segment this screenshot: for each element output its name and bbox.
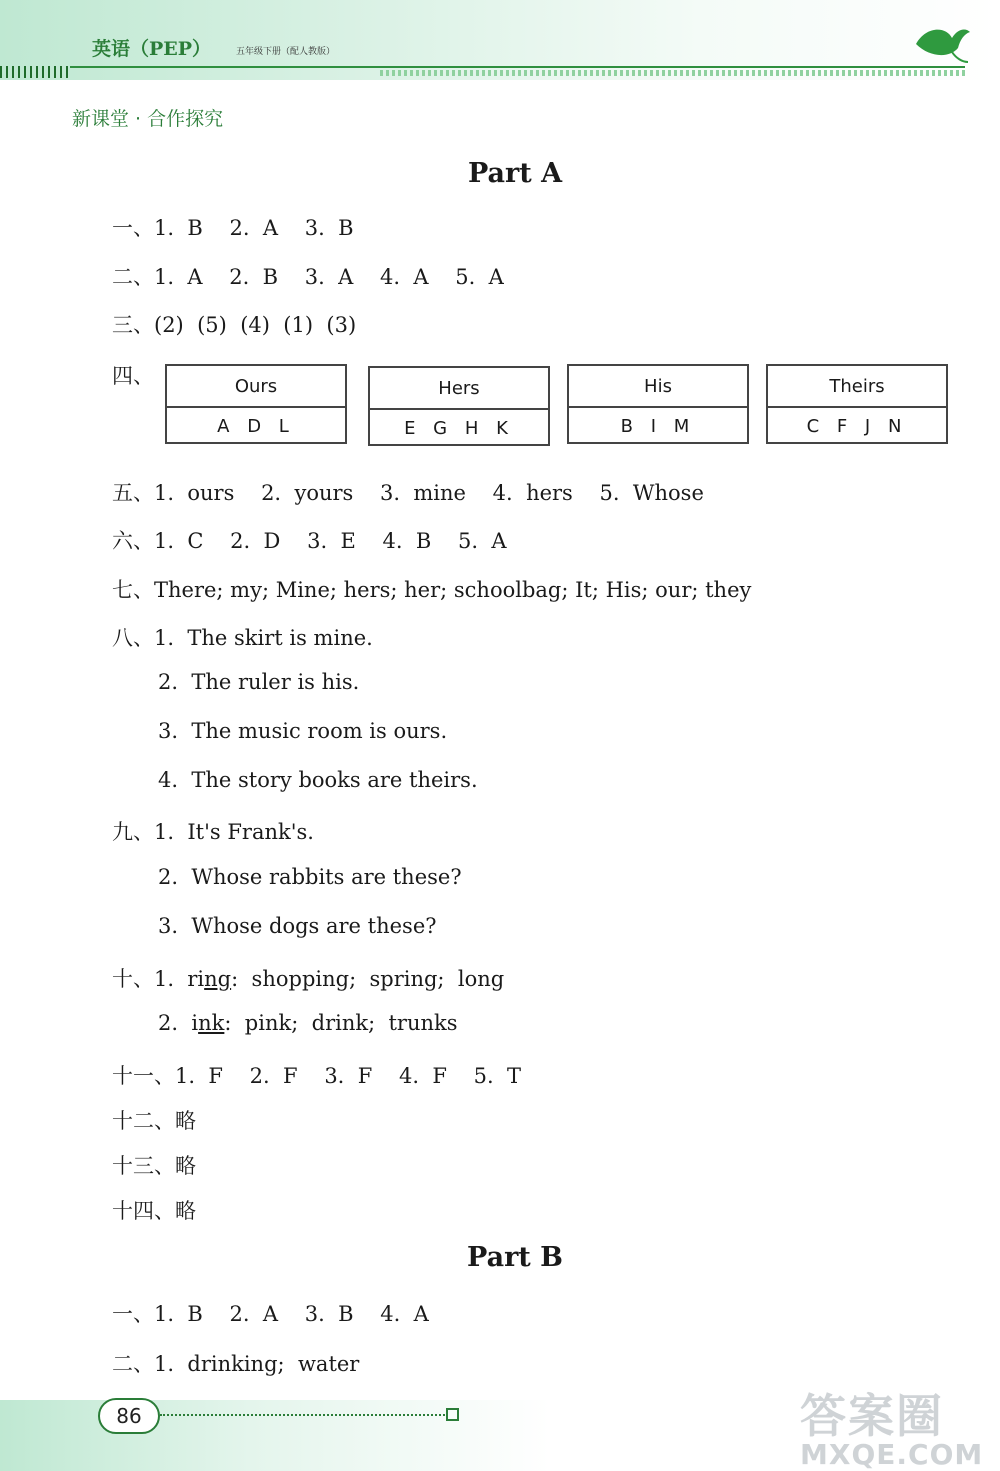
part-b-title: Part B <box>467 1242 563 1273</box>
book-title: 英语（PEP） <box>92 38 212 60</box>
box-letters: B I M <box>620 415 696 437</box>
footer-square-icon <box>446 1408 459 1421</box>
answer-row-14: 十四、略 <box>112 1199 196 1223</box>
page-number: 86 <box>98 1398 160 1434</box>
box-letters: C F J N <box>806 415 908 437</box>
section-label: 新课堂 · 合作探究 <box>72 108 224 130</box>
box-letters: A D L <box>217 415 295 437</box>
answer-row-12: 十二、略 <box>112 1109 196 1133</box>
answer-row-8-1: 八、1. The skirt is mine. <box>112 626 373 650</box>
answer-row-10-1 <box>112 963 504 993</box>
box-heading: Theirs <box>768 366 946 408</box>
watermark <box>800 1380 983 1471</box>
answer-row-1: 一、1. B 2. A 3. B <box>112 216 354 240</box>
answer-row-9-3: 3. Whose dogs are these? <box>158 914 437 938</box>
header-ticks <box>0 66 68 78</box>
watermark-line-2: MXQE.COM <box>800 1438 984 1471</box>
pronoun-box-his <box>567 364 749 444</box>
answer-row-5: 五、1. ours 2. yours 3. mine 4. hers 5. Whose <box>112 481 704 505</box>
part-b-row-1: 一、1. B 2. A 3. B 4. A <box>112 1302 429 1326</box>
box-letters: E G H K <box>404 417 514 439</box>
header-dotted-rule <box>380 70 965 76</box>
answer-row-8-2: 2. The ruler is his. <box>158 670 360 694</box>
row-rest: : pink; drink; trunks <box>224 1011 458 1035</box>
box-heading: His <box>569 366 747 408</box>
answer-row-11: 十一、1. F 2. F 3. F 4. F 5. T <box>112 1064 522 1088</box>
answer-row-9-1: 九、1. It's Frank's. <box>112 820 314 844</box>
row-prefix: 2. i <box>158 1011 199 1035</box>
pronoun-box-ours <box>165 364 347 444</box>
part-a-title: Part A <box>467 158 563 189</box>
answer-row-3: 三、(2) (5) (4) (1) (3) <box>112 313 357 337</box>
underlined-letters: ng <box>204 967 232 991</box>
answer-row-6: 六、1. C 2. D 3. E 4. B 5. A <box>112 529 507 553</box>
row-rest: : shopping; spring; long <box>231 967 505 991</box>
book-subtitle: 五年级下册（配人教版） <box>236 47 336 57</box>
header-rule <box>70 66 965 68</box>
answer-row-8-3: 3. The music room is ours. <box>158 719 448 743</box>
row-prefix: 十、1. ri <box>112 967 205 991</box>
watermark-line-1: 答案圈 <box>800 1389 944 1443</box>
footer-dotted-rule <box>160 1414 445 1416</box>
answer-row-13: 十三、略 <box>112 1154 196 1178</box>
answer-row-7: 七、There; my; Mine; hers; her; schoolbag; It; His; our; they <box>112 578 752 602</box>
underlined-letters: nk <box>198 1011 225 1035</box>
pronoun-box-theirs <box>766 364 948 444</box>
answer-row-2: 二、1. A 2. B 3. A 4. A 5. A <box>112 265 504 289</box>
box-heading: Ours <box>167 366 345 408</box>
leaf-logo-icon <box>912 18 972 68</box>
answer-row-4-label: 四、 <box>112 364 154 388</box>
answer-row-10-2 <box>158 1011 458 1035</box>
box-heading: Hers <box>370 368 548 410</box>
answer-row-8-4: 4. The story books are theirs. <box>158 768 478 792</box>
part-b-row-2: 二、1. drinking; water <box>112 1352 360 1376</box>
pronoun-box-hers <box>368 366 550 446</box>
answer-row-9-2: 2. Whose rabbits are these? <box>158 865 462 889</box>
